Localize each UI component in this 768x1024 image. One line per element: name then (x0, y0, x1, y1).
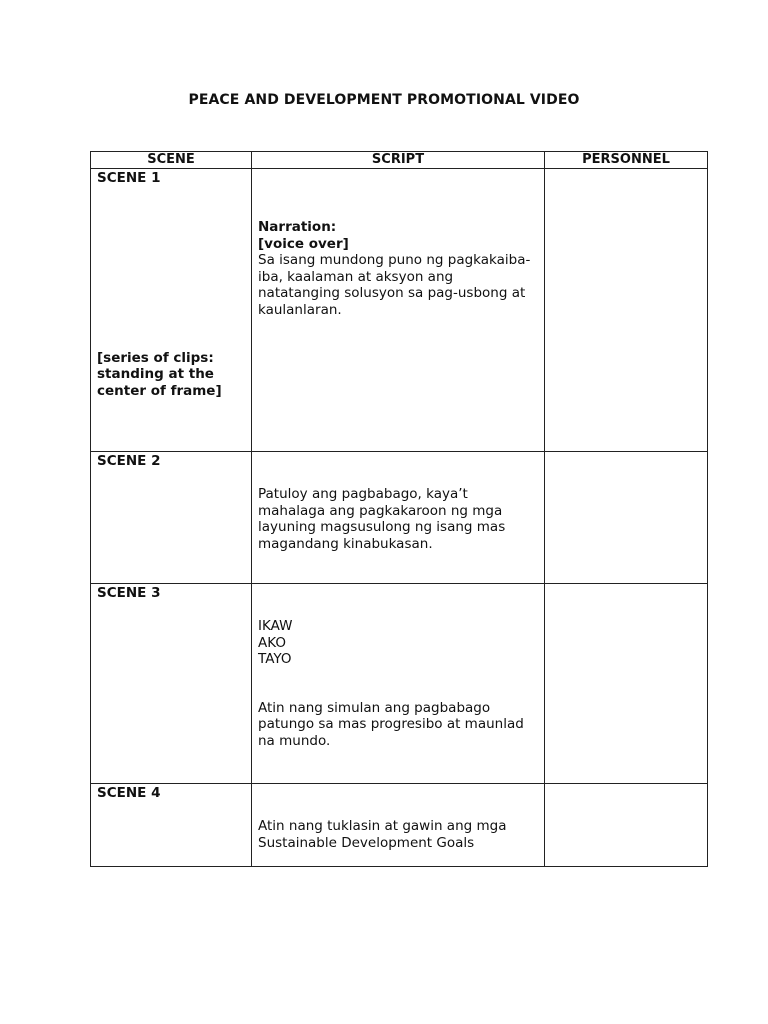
personnel-cell (545, 584, 708, 784)
script-word: IKAW (258, 618, 293, 634)
column-header-personnel: PERSONNEL (545, 152, 708, 169)
table-row-scene-2 (91, 452, 708, 584)
script-text: Patuloy ang pagbabago, kaya’t mahalaga ang pagkakaroon ng mga layuning magsusulong ng isang mas magandang kinabukasan. (258, 486, 506, 552)
script-text: Sa isang mundong puno ng pagkakaiba-iba, kaalaman at aksyon ang natatanging solusyon sa pag-usbong at kaulanlaran. (258, 252, 531, 318)
scene-direction: [series of clips: standing at the center of frame] (97, 349, 222, 399)
script-cell (252, 169, 545, 452)
column-header-script: SCRIPT (252, 152, 545, 169)
personnel-cell (545, 169, 708, 452)
table-row-scene-3 (91, 584, 708, 784)
voice-over-label: [voice over] (258, 235, 349, 252)
scene-cell (91, 584, 252, 784)
script-word: TAYO (258, 651, 292, 668)
personnel-cell (545, 452, 708, 584)
scene-cell (91, 784, 252, 867)
scene-label: SCENE 1 (97, 170, 161, 186)
script-word: AKO (258, 634, 286, 651)
scene-label: SCENE 2 (97, 453, 161, 469)
table-row-scene-4 (91, 784, 708, 867)
scene-label: SCENE 4 (97, 785, 161, 801)
script-text: Atin nang simulan ang pagbabago patungo sa mas progresibo at maunlad na mundo. (258, 699, 524, 749)
table-header-row (91, 152, 708, 169)
script-cell (252, 452, 545, 584)
script-cell (252, 584, 545, 784)
script-text: Atin nang tuklasin at gawin ang mga Sustainable Development Goals (258, 818, 507, 851)
scene-label: SCENE 3 (97, 585, 161, 601)
narration-label: Narration: (258, 219, 337, 235)
personnel-cell (545, 784, 708, 867)
column-header-scene: SCENE (91, 152, 252, 169)
scene-cell (91, 169, 252, 452)
document-title: PEACE AND DEVELOPMENT PROMOTIONAL VIDEO (188, 92, 580, 108)
table-row-scene-1 (91, 169, 708, 452)
script-cell (252, 784, 545, 867)
script-table (90, 151, 708, 867)
scene-cell (91, 452, 252, 584)
